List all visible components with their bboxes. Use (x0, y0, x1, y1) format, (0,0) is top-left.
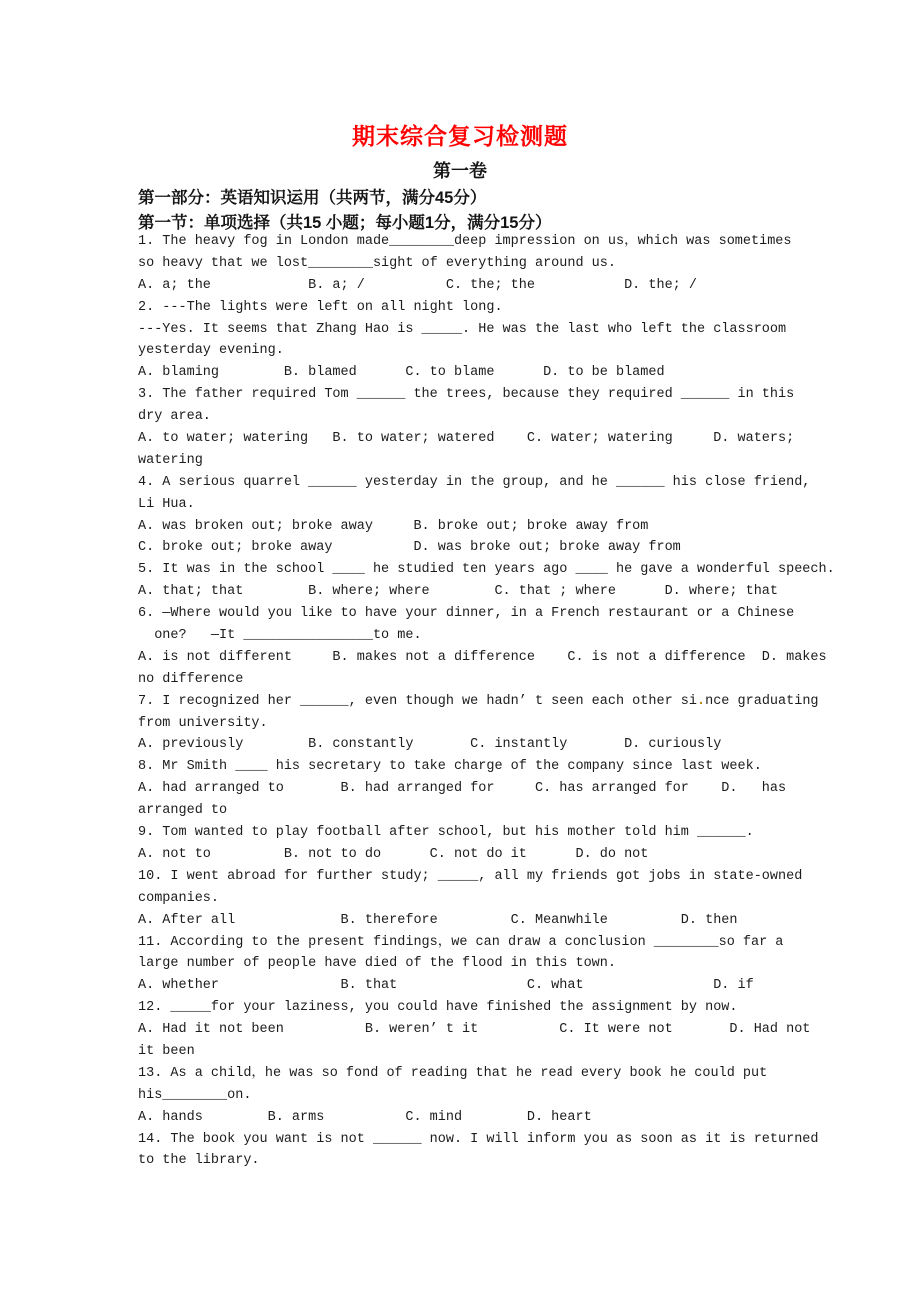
text-line: arranged to (138, 803, 228, 819)
text-fragment: 7. I recognized her ______, even though we hadn’ t seen each other si (138, 693, 697, 709)
volume-heading: 第一卷 (433, 161, 487, 181)
text-line: A. hands B. arms C. mind D. heart (138, 1109, 592, 1125)
text-line: 12. _____for your laziness, you could have finished the assignment by now. (138, 1000, 738, 1016)
text-line: A. previously B. constantly C. instantly D. curiously (138, 737, 722, 753)
text-line (138, 691, 848, 713)
text-line: so heavy that we lost________sight of everything around us. (138, 255, 616, 271)
body-lines (138, 231, 848, 1172)
text-line: no difference (138, 671, 244, 687)
text-line: dry area. (138, 409, 211, 425)
text-line: 14. The book you want is not ______ now. I will inform you as soon as it is returned (138, 1131, 819, 1147)
text-line: from university. (138, 715, 268, 731)
text-line: watering (138, 452, 203, 468)
text-line: A. After all B. therefore C. Meanwhile D. then (138, 912, 738, 928)
text-line: 3. The father required Tom ______ the trees, because they required ______ in this (138, 387, 795, 403)
text-line: 10. I went abroad for further study; _____, all my friends got jobs in state-owned (138, 868, 803, 884)
text-line: A. a; the B. a; / C. the; the D. the; / (138, 277, 697, 293)
text-line: yesterday evening. (138, 343, 284, 359)
text-line: companies. (138, 890, 220, 906)
text-line: 11. According to the present findings，we can draw a conclusion ________so far a (138, 934, 784, 950)
text-line: 4. A serious quarrel ______ yesterday in the group, and he ______ his close friend, (138, 474, 811, 490)
text-line: A. to water; watering B. to water; watered C. water; watering D. waters; (138, 431, 795, 447)
text-line: A. Had it not been B. weren’ t it C. It were not D. Had not (138, 1022, 811, 1038)
text-line: 6. —Where would you like to have your dinner, in a French restaurant or a Chinese (138, 606, 795, 622)
text-line: C. broke out; broke away D. was broke out; broke away from (138, 540, 681, 556)
text-line: Li Hua. (138, 496, 195, 512)
text-line: 2. ---The lights were left on all night long. (138, 299, 503, 315)
text-line: A. that; that B. where; where C. that ; where D. where; that (138, 584, 779, 600)
text-line: A. whether B. that C. what D. if (138, 978, 754, 994)
text-line: A. not to B. not to do C. not do it D. do not (138, 846, 649, 862)
text-line: A. blaming B. blamed C. to blame D. to be blamed (138, 365, 665, 381)
text-line: 5. It was in the school ____ he studied ten years ago ____ he gave a wonderful speech. (138, 562, 835, 578)
text-line: large number of people have died of the flood in this town. (138, 956, 616, 972)
part-heading: 第一部分：英语知识运用（共两节，满分45分） (138, 189, 487, 207)
text-line: his________on. (138, 1087, 252, 1103)
text-line: 1. The heavy fog in London made________deep impression on us，which was sometimes (138, 234, 792, 249)
text-line: it been (138, 1043, 195, 1059)
text-line: A. is not different B. makes not a difference C. is not a difference D. makes (138, 649, 827, 665)
text-line: A. had arranged to B. had arranged for C. has arranged for D. has (138, 781, 787, 797)
text-fragment: nce graduating (705, 693, 819, 709)
text-line: to the library. (138, 1153, 260, 1169)
section-heading: 第一节：单项选择（共15 小题；每小题1分，满分15分） (138, 214, 552, 232)
text-line: 9. Tom wanted to play football after school, but his mother told him ______. (138, 825, 754, 841)
text-line: 8. Mr Smith ____ his secretary to take charge of the company since last week. (138, 759, 762, 775)
page-title: 期末综合复习检测题 (352, 123, 568, 149)
text-line: ---Yes. It seems that Zhang Hao is _____. He was the last who left the classroom (138, 321, 787, 337)
text-line: A. was broken out; broke away B. broke out; broke away from (138, 518, 649, 534)
text-line: 13. As a child，he was so fond of reading that he read every book he could put (138, 1065, 768, 1081)
text-line: one? —It ________________to me. (138, 628, 422, 644)
emphasis-dot: . (697, 693, 706, 709)
